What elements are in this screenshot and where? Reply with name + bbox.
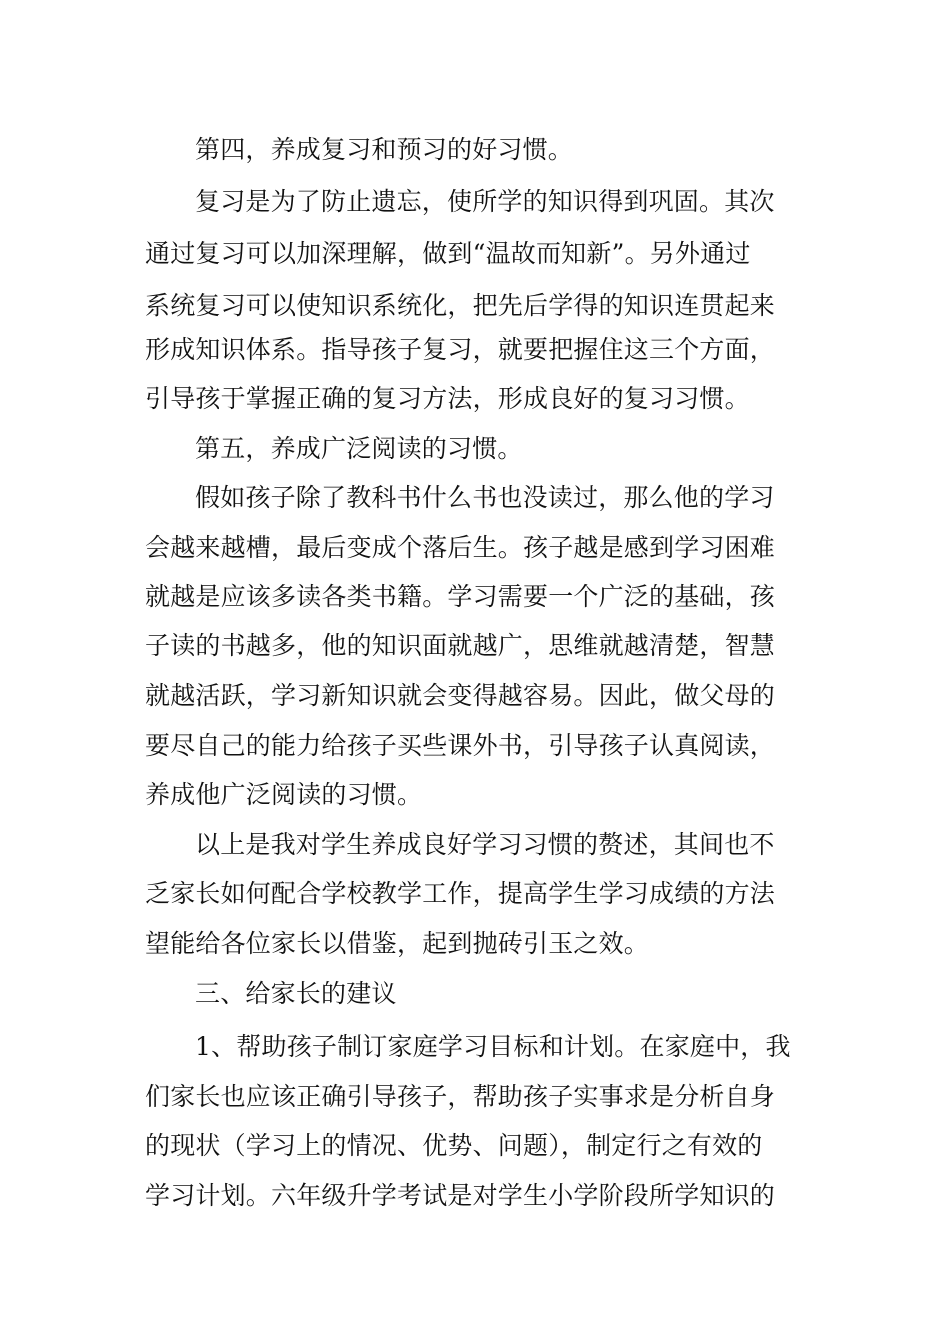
paragraph-line: 会越来越槽，最后变成个落后生。孩子越是感到学习困难 bbox=[145, 533, 776, 562]
paragraph-line: 要尽自己的能力给孩子买些课外书，引导孩子认真阅读， bbox=[145, 731, 776, 760]
list-item-1-line: 1、帮助孩子制订家庭学习目标和计划。在家庭中，我 bbox=[195, 1032, 791, 1061]
paragraph-line: 就越是应该多读各类书籍。学习需要一个广泛的基础，孩 bbox=[145, 582, 776, 611]
paragraph-line: 们家长也应该正确引导孩子，帮助孩子实事求是分析自身 bbox=[145, 1082, 776, 1111]
paragraph-line: 形成知识体系。指导孩子复习，就要把握住这三个方面， bbox=[145, 335, 776, 364]
paragraph-line: 引导孩于掌握正确的复习方法，形成良好的复习习惯。 bbox=[145, 384, 750, 413]
paragraph-line: 养成他广泛阅读的习惯。 bbox=[145, 780, 423, 809]
paragraph-line: 假如孩子除了教科书什么书也没读过，那么他的学习 bbox=[195, 483, 775, 512]
section-heading-suggestions: 三、给家长的建议 bbox=[195, 979, 397, 1008]
paragraph-line: 以上是我对学生养成良好学习习惯的赘述，其间也不 bbox=[195, 830, 775, 859]
paragraph-line: 就越活跃，学习新知识就会变得越容易。因此，做父母的 bbox=[145, 681, 776, 710]
heading-fourth-habit: 第四，养成复习和预习的好习惯。 bbox=[195, 135, 574, 164]
paragraph-line: 的现状（学习上的情况、优势、问题），制定行之有效的 bbox=[145, 1131, 763, 1160]
paragraph-line: 乏家长如何配合学校教学工作，提高学生学习成绩的方法 bbox=[145, 879, 776, 908]
paragraph-line: 复习是为了防止遗忘，使所学的知识得到巩固。其次 bbox=[195, 187, 775, 216]
paragraph-line: 子读的书越多，他的知识面就越广，思维就越清楚，智慧 bbox=[145, 631, 776, 660]
paragraph-line: 系统复习可以使知识系统化，把先后学得的知识连贯起来 bbox=[145, 291, 776, 320]
paragraph-line: 学习计划。六年级升学考试是对学生小学阶段所学知识的 bbox=[145, 1181, 776, 1210]
heading-fifth-habit: 第五，养成广泛阅读的习惯。 bbox=[195, 434, 523, 463]
paragraph-line: 通过复习可以加深理解，做到“温故而知新”。另外通过 bbox=[145, 239, 751, 268]
paragraph-line: 望能给各位家长以借鉴，起到抛砖引玉之效。 bbox=[145, 929, 650, 958]
